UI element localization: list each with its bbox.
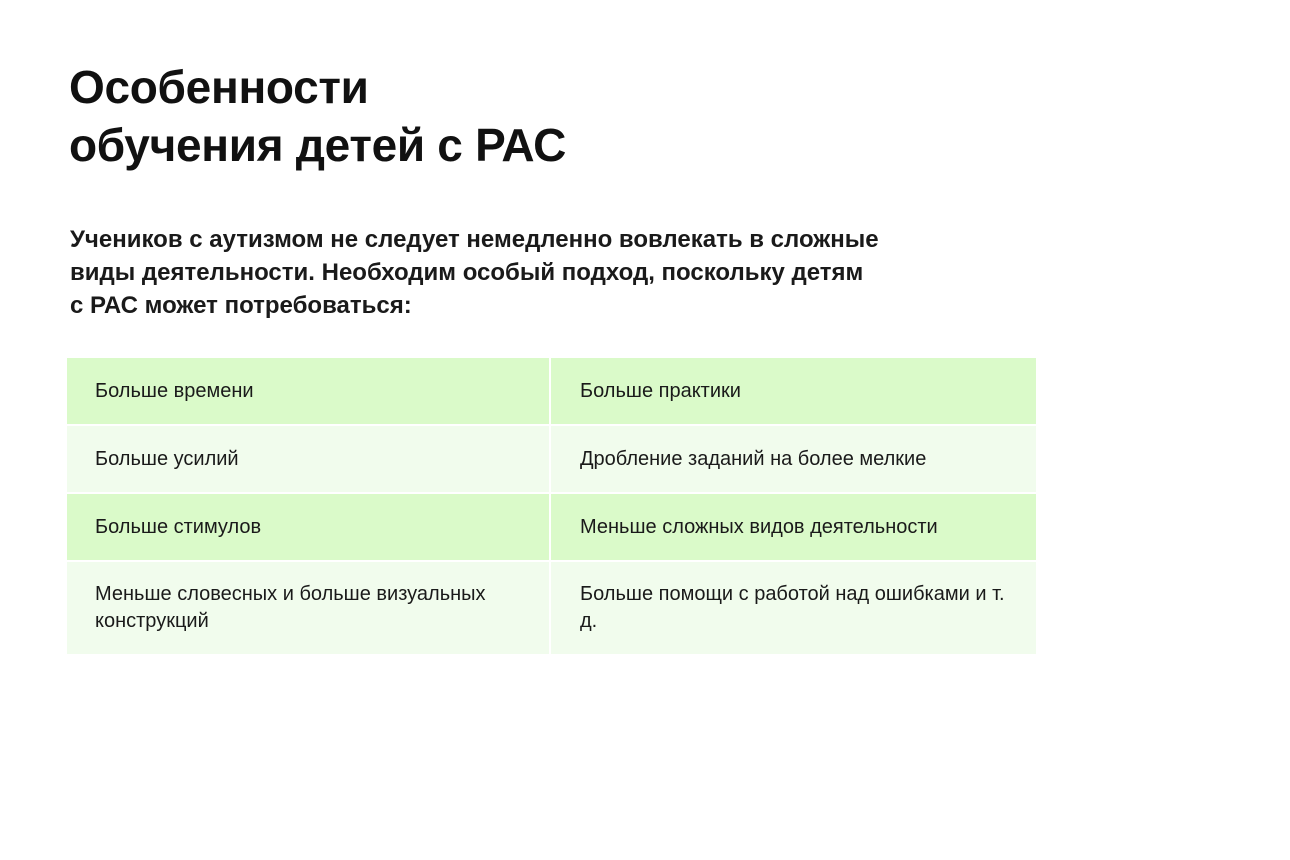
intro-paragraph bbox=[70, 223, 1000, 322]
table-cell-more-effort: Больше усилий bbox=[67, 426, 549, 492]
table-cell-more-time: Больше времени bbox=[67, 358, 549, 424]
page-title-line-1: Особенности bbox=[69, 61, 369, 113]
table-cell-fewer-complex-activities: Меньше сложных видов деятельности bbox=[551, 494, 1036, 560]
table-cell-more-practice: Больше практики bbox=[551, 358, 1036, 424]
table-cell-task-splitting: Дробление заданий на более мелкие bbox=[551, 426, 1036, 492]
intro-line-1: Учеников с аутизмом не следует немедленно вовлекать в сложные bbox=[70, 226, 879, 253]
intro-line-3: с РАС может потребоваться: bbox=[70, 292, 412, 319]
page-title bbox=[69, 58, 566, 174]
table-cell-error-help: Больше помощи с работой над ошибками и т. д. bbox=[551, 562, 1036, 654]
page-title-line-2: обучения детей с РАС bbox=[69, 119, 567, 171]
table-cell-more-stimuli: Больше стимулов bbox=[67, 494, 549, 560]
needs-table bbox=[67, 358, 1036, 654]
table-cell-visual-constructions: Меньше словесных и больше визуальных конструкций bbox=[67, 562, 549, 654]
intro-line-2: виды деятельности. Необходим особый подход, поскольку детям bbox=[70, 259, 864, 286]
